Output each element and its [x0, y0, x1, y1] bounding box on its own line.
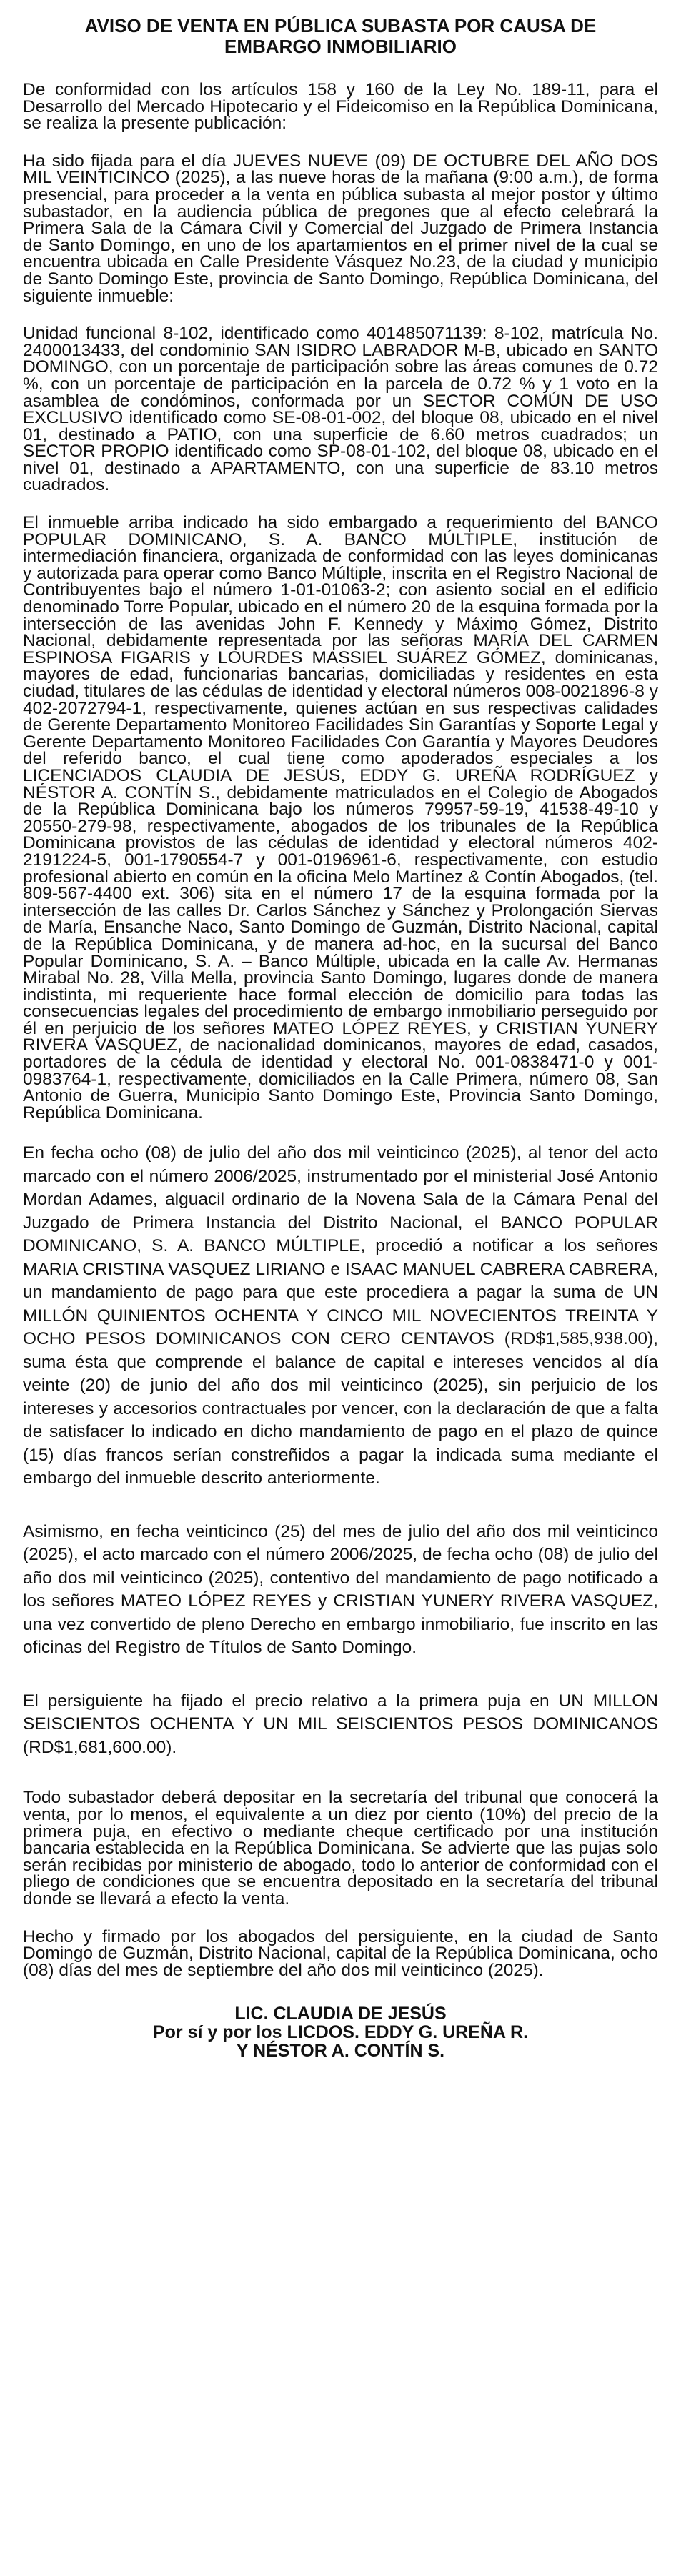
- payment-order-paragraph: En fecha ocho (08) de julio del año dos mil veinticinco (2025), al tenor del acto marcado con el número 2006/2025, instrumentado por el ministerial José Antonio Mordan Adames, alguacil ordinario de la Novena Sala de la Cámara Penal del Juzgado de Primera Instancia del Distrito Nacional, el BANCO POPULAR DOMINICANO, S. A. BANCO MÚLTIPLE, procedió a notificar a los señores MARIA CRISTINA VASQUEZ LIRIANO e ISAAC MANUEL CABRERA CABRERA, un mandamiento de pago para que este procediera a pagar la suma de UN MILLÓN QUINIENTOS OCHENTA Y CINCO MIL NOVECIENTOS TREINTA Y OCHO PESOS DOMINICANOS CON CERO CENTAVOS (RD$1,585,938.00), suma ésta que comprende el balance de capital e intereses vencidos al día veinte (20) de junio del año dos mil veinticinco (2025), sin perjuicio de los intereses y accesorios contractuales por vencer, con la declaración de que a falta de satisfacer lo indicado en dicho mandamiento de pago en el plazo de quince (15) días francos serían constreñidos a pagar la indicada suma mediante el embargo del inmueble descrito anteriormente.: [23, 1143, 658, 1488]
- signature-block: [23, 2004, 658, 2060]
- notice-intro-paragraph: De conformidad con los artículos 158 y 160 de la Ley No. 189-11, para el Desarrollo del Mercado Hipotecario y el Fideicomiso en la República Dominicana, se realiza la presente publicación:: [23, 80, 658, 134]
- signing-paragraph: Hecho y firmado por los abogados del persiguiente, en la ciudad de Santo Domingo de Guzmán, Distrito Nacional, capital de la República Dominicana, ocho (08) días del mes de septiembre del año dos mil veinticinco (2025).: [23, 1926, 658, 1980]
- signature-line-on-behalf: Por sí y por los LICDOS. EDDY G. UREÑA R.: [152, 2022, 529, 2043]
- creditor-parties-paragraph: El inmueble arriba indicado ha sido embargado a requerimiento del BANCO POPULAR DOMINICANO, S. A. BANCO MÚLTIPLE, institución de intermediación financiera, organizada de conformidad con las leyes dominicanas y autorizada para operar como Banco Múltiple, inscrita en el Registro Nacional de Contribuyentes bajo el número 1-01-01063-2; con asiento social en el edificio denominado Torre Popular, ubicado en el número 20 de la esquina formada por la intersección de las avenidas John F. Kennedy y Máximo Gómez, Distrito Nacional, debidamente representada por las señoras MARÍA DEL CARMEN ESPINOSA FIGARIS y LOURDES MASSIEL SUÁREZ GÓMEZ, dominicanas, mayores de edad, funcionarias bancarias, domiciliadas y residentes en esta ciudad, titulares de las cédulas de identidad y electoral números 008-0021896-8 y 402-2072794-1, respectivamente, quienes actúan en sus respectivas calidades de Gerente Departamento Monitoreo Facilidades Sin Garantías y Soporte Legal y Gerente Departamento Monitoreo Facilidades Con Garantía y Mayores Deudores del referido banco, el cual tiene como apoderados especiales a los LICENCIADOS CLAUDIA DE JESÚS, EDDY G. UREÑA RODRÍGUEZ y NÉSTOR A. CONTÍN S., debidamente matriculados en el Colegio de Abogados de la República Dominicana bajo los números 79957-59-19, 41538-49-10 y 20550-279-98, respectivamente, abogados de los tribunales de la República Dominicana provistos de las cédulas de identidad y electoral números 402-2191224-5, 001-1790554-7 y 001-0196961-6, respectivamente, con estudio profesional abierto en común en la oficina Melo Martínez & Contín Abogados, (tel. 809-567-4400 ext. 306) sita en el número 17 de la esquina formada por la intersección de las calles Dr. Carlos Sánchez y Sánchez y Prolongación Siervas de María, Ensanche Naco, Santo Domingo de Guzmán, Distrito Nacional, capital de la República Dominicana, y de manera ad-hoc, en la sucursal del Banco Popular Dominicano, S. A. – Banco Múltiple, ubicada en la calle Av. Hermanas Mirabal No. 28, Villa Mella, provincia Santo Domingo, lugares donde de manera indistinta, mi requeriente hace formal elección de domicilio para todas las consecuencias legales del procedimiento de embargo inmobiliario perseguido por él en perjuicio de los señores MATEO LÓPEZ REYES, y CRISTIAN YUNERY RIVERA VASQUEZ, de nacionalidad dominicanos, mayores de edad, casados, portadores de la cédula de identidad y electoral No. 001-0838471-0 y 001-0983764-1, respectivamente, domiciliados en la Calle Primera, número 08, San Antonio de Guerra, Municipio Santo Domingo Este, Provincia Santo Domingo, República Dominicana.: [23, 513, 658, 1123]
- property-description-paragraph: Unidad funcional 8-102, identificado como 401485071139: 8-102, matrícula No. 2400013433, del condominio SAN ISIDRO LABRADOR M-B, ubicado en SANTO DOMINGO, con un porcentaje de participación sobre las áreas comunes de 0.72 %, con un porcentaje de participación en la parcela de 0.72 % y 1 voto en la asamblea de condóminos, conformada por un SECTOR COMÚN DE USO EXCLUSIVO identificado como SE-08-01-002, del bloque 08, ubicado en el nivel 01, destinado a PATIO, con una superficie de 6.60 metros cuadrados; un SECTOR PROPIO identificado como SP-08-01-102, del bloque 08, ubicado en el nivel 01, destinado a APARTAMENTO, con una superficie de 83.10 metros cuadrados.: [23, 324, 658, 495]
- auction-date-paragraph: Ha sido fijada para el día JUEVES NUEVE (09) DE OCTUBRE DEL AÑO DOS MIL VEINTICINCO (2025), a las nueve horas de la mañana (9:00 a.m.), de forma presencial, para proceder a la venta en pública subasta al mejor postor y último subastador, en la audiencia pública de pregones que al efecto celebrará la Primera Sala de la Cámara Civil y Comercial del Juzgado de Primera Instancia de Santo Domingo, en uno de los apartamientos en el primer nivel de la cual se encuentra ubicada en Calle Presidente Vásquez No.23, de la ciudad y municipio de Santo Domingo Este, provincia de Santo Domingo, República Dominicana, del siguiente inmueble:: [23, 151, 658, 306]
- signature-line-co-lawyer: Y NÉSTOR A. CONTÍN S.: [236, 2041, 445, 2062]
- seizure-registration-paragraph: Asimismo, en fecha veinticinco (25) del mes de julio del año dos mil veinticinco (2025), el acto marcado con el número 2006/2025, de fecha ocho (08) de julio del año dos mil veinticinco (2025), contentivo del mandamiento de pago notificado a los señores MATEO LÓPEZ REYES y CRISTIAN YUNERY RIVERA VASQUEZ, una vez convertido de pleno Derecho en embargo inmobiliario, fue inscrito en las oficinas del Registro de Títulos de Santo Domingo.: [23, 1521, 658, 1658]
- notice-title: AVISO DE VENTA EN PÚBLICA SUBASTA POR CAUSA DE EMBARGO INMOBILIARIO: [84, 15, 597, 57]
- bidder-deposit-paragraph: Todo subastador deberá depositar en la secretaría del tribunal que conocerá la venta, por lo menos, el equivalente a un diez por ciento (10%) del precio de la primera puja, en efectivo o mediante cheque certificado por una institución bancaria establecida en la República Dominicana. Se advierte que las pujas solo serán recibidas por ministerio de abogado, todo lo anterior de conformidad con el pliego de condiciones que se encuentra depositado en la secretaría del tribunal donde se llevará a efecto la venta.: [23, 1788, 658, 1909]
- first-bid-price-paragraph: El persiguiente ha fijado el precio relativo a la primera puja en UN MILLON SEISCIENTOS OCHENTA Y UN MIL SEISCIENTOS PESOS DOMINICANOS (RD$1,681,600.00).: [23, 1691, 658, 1757]
- signature-line-lawyer: LIC. CLAUDIA DE JESÚS: [234, 2004, 447, 2024]
